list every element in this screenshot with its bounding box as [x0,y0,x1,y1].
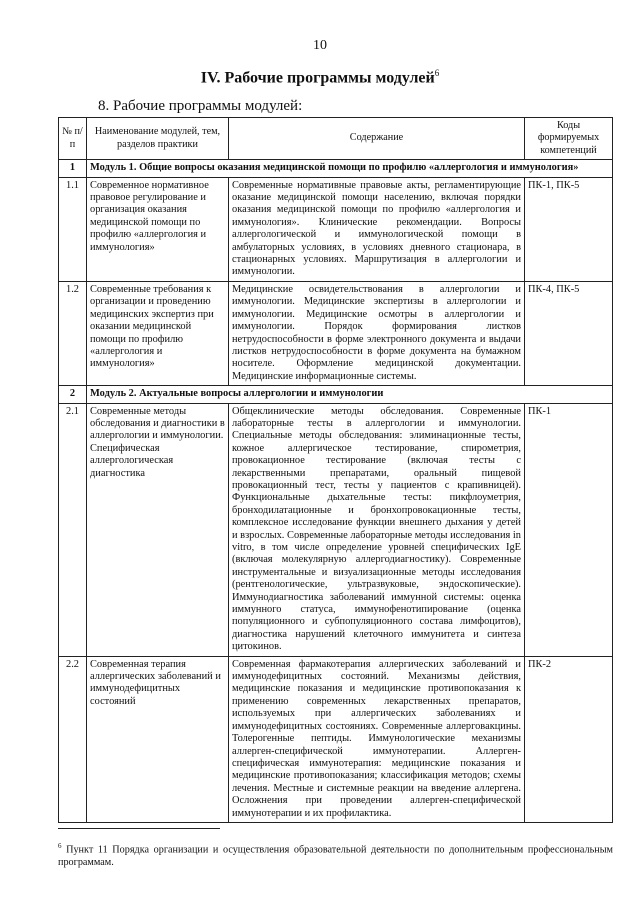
table-row [59,403,613,656]
topic-name: Современные требования к организации и проведению медицинских экспертиз при оказании медицинской помощи по профилю «аллергология и иммунология» [87,281,229,385]
module-num: 1 [59,160,87,177]
topic-name: Современные методы обследования и диагностики в аллергологии и иммунологии. Специфическая аллергологическая диагностика [87,403,229,656]
topic-num: 2.1 [59,403,87,656]
page-number: 10 [313,38,327,53]
header-name: Наименование модулей, тем, разделов практики [87,118,229,160]
topic-num: 1.2 [59,281,87,385]
topic-num: 1.1 [59,177,87,281]
module-row [59,160,613,177]
table-row [59,656,613,822]
module-row [59,386,613,403]
topic-name: Современное нормативное правовое регулирование и организация оказания медицинской помощи по профилю «аллергология и иммунология» [87,177,229,281]
footnote-divider [58,828,220,829]
footnote-text: Пункт 11 Порядка организации и осуществления образовательной деятельности по дополнительным профессиональным программам. [58,844,613,869]
topic-codes: ПК-2 [525,656,613,822]
topic-name: Современная терапия аллергических заболеваний и иммунодефицитных состояний [87,656,229,822]
topic-codes: ПК-4, ПК-5 [525,281,613,385]
section-heading-text: IV. Рабочие программы модулей [200,69,435,87]
module-programs-table [58,117,613,823]
topic-codes: ПК-1, ПК-5 [525,177,613,281]
table-row [59,281,613,385]
header-num: № п/п [59,118,87,160]
topic-num: 2.2 [59,656,87,822]
module-title: Модуль 2. Актуальные вопросы аллергологии и иммунологии [87,386,613,403]
module-title: Модуль 1. Общие вопросы оказания медицинской помощи по профилю «аллергология и иммунология» [87,160,613,177]
module-num: 2 [59,386,87,403]
section-heading [0,68,640,87]
footnote [58,840,613,869]
subsection-heading: 8. Рабочие программы модулей: [98,98,303,114]
header-codes: Коды формируемых компетенций [525,118,613,160]
table-row [59,177,613,281]
footnote-mark: 6 [58,842,62,850]
header-content: Содержание [229,118,525,160]
topic-codes: ПК-1 [525,403,613,656]
topic-content: Медицинские освидетельствования в аллергологии и иммунологии. Медицинские экспертизы в аллергологии и иммунологии. Медицинские осмотры в аллергологии и иммунологии. Порядок формирования листков нетрудоспособности в форме электронного документа и выдачи листков нетрудоспособности в форме документа на бумажном носителе. Оформление медицинской документации. Медицинские информационные системы. [229,281,525,385]
topic-content: Общеклинические методы обследования. Современные лабораторные тесты в аллергологии и иммунологии. Специальные методы обследования: элиминационные тесты, кожное аллергическое тестирование, спирометрия, провокационное тестирование (включая тесты с лекарственными препаратами, оральный пищевой провокационный тест, тесты у пациентов с крапивницей). Функциональные дыхательные тесты: пикфлоуметрия, бронходилатационные и бронхопровокационные тесты, комплексное исследование функции внешнего дыхания у детей и взрослых. Современные лабораторные методы исследования in vitro, в том числе определение уровней специфических IgE (включая молекулярную аллергодиагностику). Современные инструментальные и визуализационные методы исследования (рентгенологические, ультразвуковые, эндоскопические). Иммунодиагностика заболеваний иммунной системы: оценка иммунного статуса, иммунофенотипирование (оценка популяционного и субпопуляционного состава лимфоцитов), диагностика нарушений клеточного иммунитета и синтеза цитокинов. [229,403,525,656]
heading-footnote-mark: 6 [434,68,440,78]
topic-content: Современные нормативные правовые акты, регламентирующие оказание медицинской помощи населению, включая порядки оказания медицинской помощи по профилю «аллергология и иммунология». Клинические рекомендации. Вопросы аллергологической и иммунологической помощи в амбулаторных условиях, в условиях дневного стационара, в стационарных условиях. Маршрутизация в аллергологии и иммунологии. [229,177,525,281]
table-header-row [59,118,613,160]
topic-content: Современная фармакотерапия аллергических заболеваний и иммунодефицитных состояний. Механизмы действия, медицинские показания и медицинские противопоказания к применению современных лекарственных препаратов, используемых при аллергических заболеваниях и иммунодефицитных состояниях. Современные аллерговакцины. Толерогенные пептиды. Иммунологические механизмы аллерген-специфической иммунотерапии. Аллерген-специфическая иммунотерапия: медицинские показания и медицинские противопоказания; классификация методов; схемы лечения. Местные и системные реакции на введение аллергена. Осложнения при проведении аллерген-специфической иммунотерапии и их профилактика. [229,656,525,822]
